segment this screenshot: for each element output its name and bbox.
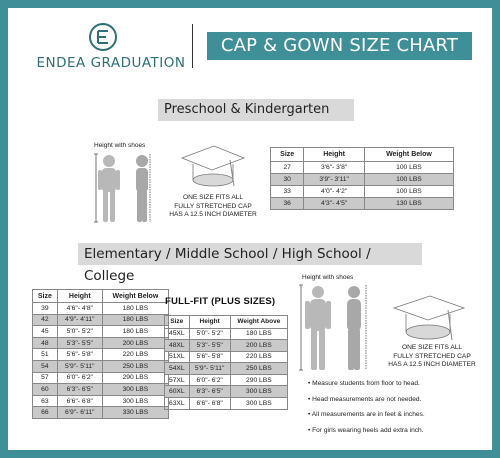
table-cell: 200 LBS xyxy=(102,337,168,349)
table-cell: 3'9"- 3'11" xyxy=(304,174,365,186)
table-row xyxy=(165,363,288,375)
measurement-notes xyxy=(308,376,425,438)
cap-note-adult xyxy=(378,344,486,370)
table-cell: 4'9"- 4'11" xyxy=(57,314,102,326)
table-cell: 4'0"- 4'2" xyxy=(304,186,365,198)
table-cell: 39 xyxy=(33,303,58,315)
column-header: Weight Above xyxy=(230,316,287,329)
table-row xyxy=(33,384,169,396)
table-cell: 60 xyxy=(33,384,58,396)
logo-e-icon xyxy=(88,22,118,52)
standard-size-table xyxy=(32,289,169,419)
table-cell: 5'6"- 5'8" xyxy=(189,351,230,363)
table-row xyxy=(33,349,169,361)
table-row xyxy=(33,314,169,326)
table-cell: 45XL xyxy=(165,328,190,340)
cap-note-line: FULLY STRETCHED CAP xyxy=(393,352,471,360)
table-header-row xyxy=(165,316,288,329)
table-cell: 6'0"- 6'2" xyxy=(189,374,230,386)
table-row xyxy=(33,407,169,419)
table-cell: 51 xyxy=(33,349,58,361)
table-cell: 6'6"- 6'8" xyxy=(189,398,230,410)
table-cell: 5'0"- 5'2" xyxy=(57,326,102,338)
section-heading-elementary: Elementary / Middle School / High School / College xyxy=(78,243,422,265)
table-cell: 5'3"- 5'5" xyxy=(57,337,102,349)
table-cell: 250 LBS xyxy=(102,360,168,372)
table-cell: 130 LBS xyxy=(364,198,453,210)
table-row xyxy=(165,351,288,363)
list-item: • All measurements are in feet & inches. xyxy=(308,407,425,423)
table-cell: 3'6"- 3'8" xyxy=(304,162,365,174)
header-divider xyxy=(192,24,193,68)
table-cell: 54XL xyxy=(165,363,190,375)
table-cell: 27 xyxy=(271,162,304,174)
table-cell: 42 xyxy=(33,314,58,326)
table-cell: 57 xyxy=(33,372,58,384)
column-header: Height xyxy=(189,316,230,329)
table-cell: 33 xyxy=(271,186,304,198)
table-cell: 250 LBS xyxy=(230,363,287,375)
table-cell: 180 LBS xyxy=(102,314,168,326)
column-header: Height xyxy=(304,148,365,162)
column-header: Size xyxy=(271,148,304,162)
table-row xyxy=(271,186,454,198)
table-cell: 48 xyxy=(33,337,58,349)
column-header: Weight Below xyxy=(102,290,168,303)
table-cell: 300 LBS xyxy=(102,384,168,396)
table-cell: 6'0"- 6'2" xyxy=(57,372,102,384)
cap-note-line: ONE SIZE FITS ALL xyxy=(401,344,463,351)
list-item: • Head measurements are not needed. xyxy=(308,392,425,408)
table-row xyxy=(33,337,169,349)
table-cell: 220 LBS xyxy=(230,351,287,363)
table-cell: 30 xyxy=(271,174,304,186)
table-row xyxy=(165,340,288,352)
brand-logo xyxy=(26,22,186,74)
height-label-preschool: Height with shoes xyxy=(94,142,146,149)
table-cell: 300 LBS xyxy=(230,398,287,410)
table-cell: 330 LBS xyxy=(102,407,168,419)
table-cell: 100 LBS xyxy=(364,186,453,198)
table-cell: 4'6"- 4'8" xyxy=(57,303,102,315)
table-row xyxy=(271,174,454,186)
table-cell: 6'3"- 6'5" xyxy=(57,384,102,396)
cap-note-line: ONE SIZE FITS ALL xyxy=(182,194,244,201)
table-cell: 63 xyxy=(33,395,58,407)
table-cell: 100 LBS xyxy=(364,174,453,186)
table-cell: 63XL xyxy=(165,398,190,410)
table-cell: 4'3"- 4'5" xyxy=(304,198,365,210)
adult-silhouette-icon xyxy=(298,282,380,374)
cap-note-preschool xyxy=(168,194,258,220)
table-cell: 180 LBS xyxy=(102,326,168,338)
column-header: Size xyxy=(165,316,190,329)
table-cell: 5'3"- 5'5" xyxy=(189,340,230,352)
table-cell: 290 LBS xyxy=(230,374,287,386)
table-header-row xyxy=(33,290,169,303)
table-cell: 5'9"- 5'11" xyxy=(57,360,102,372)
brand-name: ENDEA GRADUATION xyxy=(36,55,186,71)
table-cell: 5'9"- 5'11" xyxy=(189,363,230,375)
table-cell: 6'6"- 6'8" xyxy=(57,395,102,407)
table-cell: 290 LBS xyxy=(102,372,168,384)
fullfit-size-table xyxy=(164,315,288,410)
column-header: Size xyxy=(33,290,58,303)
table-cell: 48XL xyxy=(165,340,190,352)
table-row xyxy=(33,372,169,384)
cap-note-line: HAS A 12.5 INCH DIAMETER xyxy=(169,211,257,218)
table-row xyxy=(33,395,169,407)
table-row xyxy=(271,162,454,174)
preschool-size-table xyxy=(270,147,454,210)
cap-note-line: FULLY STRETCHED CAP xyxy=(174,202,252,210)
table-cell: 220 LBS xyxy=(102,349,168,361)
table-cell: 60XL xyxy=(165,386,190,398)
list-item: • Measure students from floor to head. xyxy=(308,376,425,392)
table-row xyxy=(165,374,288,386)
fullfit-title: FULL-FIT (PLUS SIZES) xyxy=(165,296,276,307)
table-row xyxy=(33,303,169,315)
table-header-row xyxy=(271,148,454,162)
column-header: Weight Below xyxy=(364,148,453,162)
table-cell: 180 LBS xyxy=(102,303,168,315)
table-row xyxy=(165,386,288,398)
table-cell: 100 LBS xyxy=(364,162,453,174)
table-row xyxy=(33,360,169,372)
height-label-adult: Height with shoes xyxy=(302,274,354,281)
page-title: CAP & GOWN SIZE CHART xyxy=(207,32,472,60)
column-header: Height xyxy=(57,290,102,303)
table-cell: 6'3"- 6'5" xyxy=(189,386,230,398)
table-cell: 300 LBS xyxy=(102,395,168,407)
table-cell: 66 xyxy=(33,407,58,419)
table-cell: 54 xyxy=(33,360,58,372)
table-cell: 6'9"- 6'11" xyxy=(57,407,102,419)
graduation-cap-icon xyxy=(390,290,468,346)
table-cell: 45 xyxy=(33,326,58,338)
child-silhouette-icon xyxy=(92,150,164,226)
graduation-cap-icon xyxy=(178,140,248,192)
table-cell: 57XL xyxy=(165,374,190,386)
table-cell: 200 LBS xyxy=(230,340,287,352)
table-row xyxy=(33,326,169,338)
size-chart-card xyxy=(8,8,492,450)
table-cell: 5'0"- 5'2" xyxy=(189,328,230,340)
table-cell: 5'6"- 5'8" xyxy=(57,349,102,361)
table-cell: 51XL xyxy=(165,351,190,363)
section-heading-preschool: Preschool & Kindergarten xyxy=(158,99,354,121)
table-row xyxy=(165,398,288,410)
table-cell: 180 LBS xyxy=(230,328,287,340)
table-row xyxy=(271,198,454,210)
cap-note-line: HAS A 12.5 INCH DIAMETER xyxy=(388,361,476,368)
table-cell: 300 LBS xyxy=(230,386,287,398)
list-item: • For girls wearing heels add extra inch. xyxy=(308,423,425,439)
table-cell: 36 xyxy=(271,198,304,210)
table-row xyxy=(165,328,288,340)
